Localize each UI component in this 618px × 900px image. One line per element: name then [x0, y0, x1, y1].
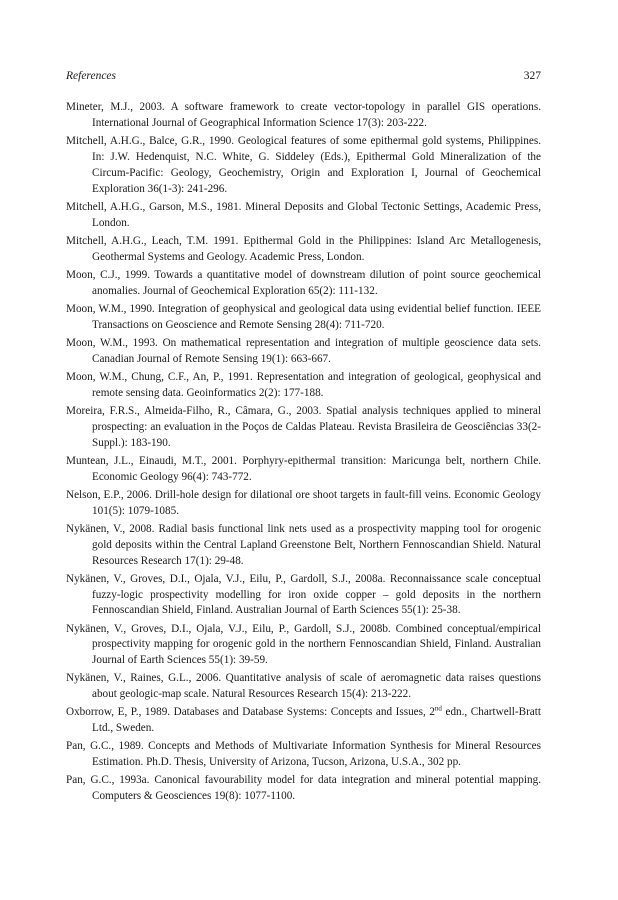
reference-entry: Mineter, M.J., 2003. A software framework to create vector-topology in parallel GIS operations. International Journal of Geographical Information Science 17(3): 203-222. — [66, 101, 541, 129]
reference-text: edn., Chartwell-Bratt Ltd., Sweden. — [92, 706, 541, 735]
running-head — [66, 70, 541, 86]
ordinal-superscript: nd — [434, 704, 442, 713]
reference-entry: Nykänen, V., Groves, D.I., Ojala, V.J., Eilu, P., Gardoll, S.J., 2008a. Reconnaissance scale conceptual fuzzy-logic prospectivity modelling for iron oxide copper – gold deposits in the northern Fennoscandian Shield, Finland. Australian Journal of Earth Sciences 55(1): 25-38. — [66, 572, 541, 617]
reference-entry: Muntean, J.L., Einaudi, M.T., 2001. Porphyry-epithermal transition: Maricunga belt, northern Chile. Economic Geology 96(4): 743-772. — [66, 454, 541, 483]
reference-entry-oxborrow — [66, 705, 541, 737]
running-title: References — [66, 70, 117, 82]
reference-entry: Moon, W.M., 1993. On mathematical representation and integration of multiple geoscience data sets. Canadian Journal of Remote Sensing 19(1): 663-667. — [66, 336, 541, 365]
reference-entry: Moon, W.M., Chung, C.F., An, P., 1991. Representation and integration of geological, geophysical and remote sensing data. Geoinformatics 2(2): 177-188. — [66, 370, 541, 399]
reference-entry: Nykänen, V., 2008. Radial basis functional link nets used as a prospectivity mapping tool for orogenic gold deposits within the Central Lapland Greenstone Belt, Northern Fennoscandian Shield. Natural Resources Research 17(1): 29-48. — [66, 522, 541, 567]
reference-entry: Moon, W.M., 1990. Integration of geophysical and geological data using evidential belief function. IEEE Transactions on Geoscience and Remote Sensing 28(4): 711-720. — [66, 302, 541, 331]
reference-entry: Pan, G.C., 1993a. Canonical favourability model for data integration and mineral potential mapping. Computers & Geosciences 19(8): 1077-1100. — [66, 774, 541, 803]
reference-text: Oxborrow, E, P., 1989. Databases and Database Systems: Concepts and Issues, 2 — [66, 706, 435, 719]
reference-entry: Mitchell, A.H.G., Garson, M.S., 1981. Mineral Deposits and Global Tectonic Settings, Academic Press, London. — [66, 200, 541, 229]
reference-list — [66, 100, 541, 807]
reference-entry: Nykänen, V., Groves, D.I., Ojala, V.J., Eilu, P., Gardoll, S.J., 2008b. Combined conceptual/empirical prospectivity mapping for orogenic gold in the northern Fennoscandian Shield, Finland. Australian Journal of Earth Sciences 55(1): 39-59. — [66, 622, 541, 667]
reference-entry: Moreira, F.R.S., Almeida-Filho, R., Câmara, G., 2003. Spatial analysis techniques applied to mineral prospecting: an evaluation in the Poços de Caldas Plateau. Revista Brasileira de Geosciências 33(2-Suppl.): 183-190. — [66, 404, 541, 449]
reference-entry: Nykänen, V., Raines, G.L., 2006. Quantitative analysis of scale of aeromagnetic data raises questions about geologic-map scale. Natural Resources Research 15(4): 213-222. — [66, 672, 541, 701]
page-number: 327 — [523, 70, 541, 82]
reference-entry: Mitchell, A.H.G., Leach, T.M. 1991. Epithermal Gold in the Philippines: Island Arc Metallogenesis, Geothermal Systems and Geology. Academic Press, London. — [66, 234, 541, 263]
reference-entry: Moon, C.J., 1999. Towards a quantitative model of downstream dilution of point source geochemical anomalies. Journal of Geochemical Exploration 65(2): 111-132. — [66, 268, 541, 297]
reference-entry: Pan, G.C., 1989. Concepts and Methods of Multivariate Information Synthesis for Mineral Resources Estimation. Ph.D. Thesis, University of Arizona, Tucson, Arizona, U.S.A., 302 pp. — [66, 740, 541, 769]
reference-entry: Mitchell, A.H.G., Balce, G.R., 1990. Geological features of some epithermal gold systems, Philippines. In: J.W. Hedenquist, N.C. White, G. Siddeley (Eds.), Epithermal Gold Mineralization of the Circum-Pacific: Geology, Geochemistry, Origin and Exploration I, Journal of Geochemical Exploration 36(1-3): 241-296. — [66, 135, 541, 195]
reference-entry: Nelson, E.P., 2006. Drill-hole design for dilational ore shoot targets in fault-fill veins. Economic Geology 101(5): 1079-1085. — [66, 488, 541, 517]
